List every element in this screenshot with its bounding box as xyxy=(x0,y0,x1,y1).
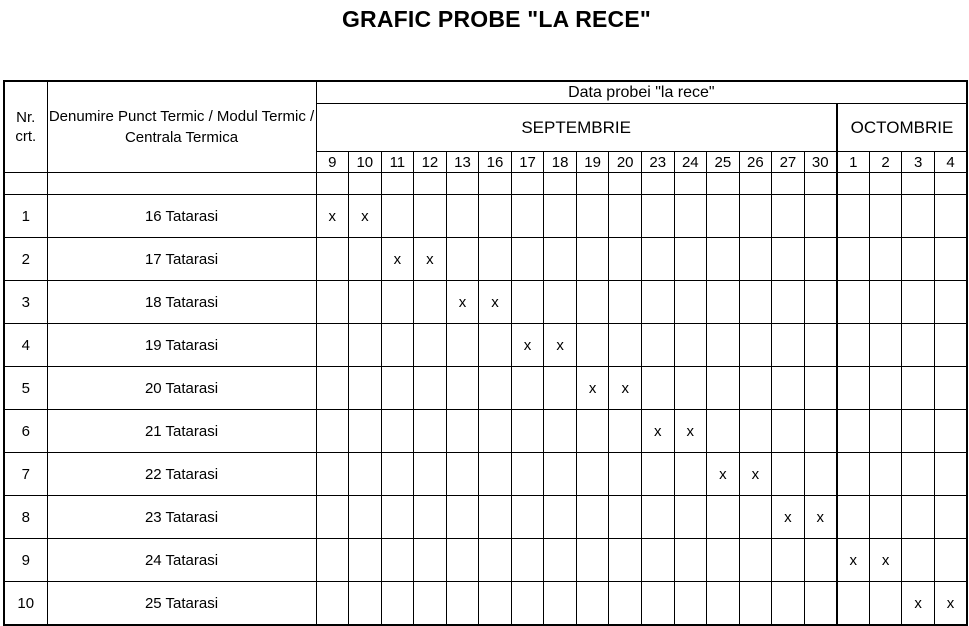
empty-cell xyxy=(349,238,382,281)
empty-cell xyxy=(511,410,544,453)
empty-cell xyxy=(707,582,740,626)
empty-cell xyxy=(804,367,837,410)
header-day: 25 xyxy=(707,152,740,173)
empty-cell xyxy=(804,281,837,324)
row-name: 21 Tatarasi xyxy=(47,410,316,453)
row-name: 22 Tatarasi xyxy=(47,453,316,496)
empty-cell xyxy=(576,539,609,582)
empty-cell xyxy=(381,582,414,626)
schedule-table xyxy=(3,80,968,626)
empty-cell xyxy=(349,582,382,626)
empty-cell xyxy=(739,195,772,238)
empty-cell xyxy=(674,281,707,324)
empty-cell xyxy=(381,496,414,539)
header-day: 2 xyxy=(869,152,902,173)
empty-cell xyxy=(381,410,414,453)
empty-cell xyxy=(902,539,935,582)
spacer-cell xyxy=(479,173,512,195)
header-day: 26 xyxy=(739,152,772,173)
header-day: 4 xyxy=(934,152,967,173)
empty-cell xyxy=(739,496,772,539)
empty-cell xyxy=(479,582,512,626)
empty-cell xyxy=(381,367,414,410)
row-nr: 4 xyxy=(4,324,47,367)
page-title: GRAFIC PROBE "LA RECE" xyxy=(341,6,652,32)
empty-cell xyxy=(641,281,674,324)
empty-cell xyxy=(934,367,967,410)
empty-cell xyxy=(511,367,544,410)
empty-cell xyxy=(381,195,414,238)
spacer-cell xyxy=(772,173,805,195)
header-day: 3 xyxy=(902,152,935,173)
row-name: 17 Tatarasi xyxy=(47,238,316,281)
empty-cell xyxy=(707,367,740,410)
empty-cell xyxy=(934,324,967,367)
empty-cell xyxy=(544,410,577,453)
header-day: 17 xyxy=(511,152,544,173)
empty-cell xyxy=(349,367,382,410)
empty-cell xyxy=(414,496,447,539)
header-day: 10 xyxy=(349,152,382,173)
empty-cell xyxy=(902,238,935,281)
mark-cell: x xyxy=(609,367,642,410)
empty-cell xyxy=(576,195,609,238)
row-nr: 1 xyxy=(4,195,47,238)
mark-cell: x xyxy=(316,195,349,238)
empty-cell xyxy=(837,582,870,626)
empty-cell xyxy=(446,410,479,453)
empty-cell xyxy=(609,582,642,626)
empty-cell xyxy=(707,410,740,453)
row-nr: 5 xyxy=(4,367,47,410)
header-day: 23 xyxy=(641,152,674,173)
mark-cell: x xyxy=(674,410,707,453)
empty-cell xyxy=(316,496,349,539)
empty-cell xyxy=(414,410,447,453)
header-day: 30 xyxy=(804,152,837,173)
empty-cell xyxy=(576,281,609,324)
empty-cell xyxy=(576,324,609,367)
empty-cell xyxy=(739,367,772,410)
spacer-cell xyxy=(804,173,837,195)
empty-cell xyxy=(641,324,674,367)
empty-cell xyxy=(869,281,902,324)
header-month: OCTOMBRIE xyxy=(837,104,967,152)
spacer-cell xyxy=(4,173,47,195)
empty-cell xyxy=(902,367,935,410)
empty-cell xyxy=(772,410,805,453)
empty-cell xyxy=(446,496,479,539)
empty-cell xyxy=(674,453,707,496)
empty-cell xyxy=(381,324,414,367)
mark-cell: x xyxy=(414,238,447,281)
empty-cell xyxy=(381,453,414,496)
empty-cell xyxy=(414,324,447,367)
empty-cell xyxy=(934,453,967,496)
empty-cell xyxy=(609,539,642,582)
empty-cell xyxy=(609,195,642,238)
mark-cell: x xyxy=(804,496,837,539)
row-nr: 7 xyxy=(4,453,47,496)
row-nr: 9 xyxy=(4,539,47,582)
empty-cell xyxy=(739,324,772,367)
empty-cell xyxy=(316,539,349,582)
empty-cell xyxy=(349,539,382,582)
spacer-cell xyxy=(934,173,967,195)
empty-cell xyxy=(804,324,837,367)
table-row xyxy=(4,238,967,281)
spacer-cell xyxy=(674,173,707,195)
empty-cell xyxy=(869,238,902,281)
empty-cell xyxy=(837,453,870,496)
mark-cell: x xyxy=(446,281,479,324)
empty-cell xyxy=(837,410,870,453)
empty-cell xyxy=(479,367,512,410)
spacer-cell xyxy=(511,173,544,195)
spacer-cell xyxy=(609,173,642,195)
header-day: 20 xyxy=(609,152,642,173)
spacer-cell xyxy=(349,173,382,195)
spacer-cell xyxy=(47,173,316,195)
empty-cell xyxy=(772,324,805,367)
empty-cell xyxy=(316,410,349,453)
spacer-cell xyxy=(739,173,772,195)
empty-cell xyxy=(609,324,642,367)
mark-cell: x xyxy=(641,410,674,453)
row-name: 19 Tatarasi xyxy=(47,324,316,367)
empty-cell xyxy=(511,582,544,626)
mark-cell: x xyxy=(739,453,772,496)
empty-cell xyxy=(772,539,805,582)
row-name: 18 Tatarasi xyxy=(47,281,316,324)
empty-cell xyxy=(641,195,674,238)
mark-cell: x xyxy=(707,453,740,496)
mark-cell: x xyxy=(576,367,609,410)
empty-cell xyxy=(511,496,544,539)
empty-cell xyxy=(479,453,512,496)
empty-cell xyxy=(674,324,707,367)
empty-cell xyxy=(837,324,870,367)
spacer-cell xyxy=(414,173,447,195)
empty-cell xyxy=(414,367,447,410)
empty-cell xyxy=(414,582,447,626)
empty-cell xyxy=(707,195,740,238)
table-row xyxy=(4,582,967,626)
empty-cell xyxy=(641,496,674,539)
empty-cell xyxy=(804,195,837,238)
empty-cell xyxy=(869,582,902,626)
row-name: 20 Tatarasi xyxy=(47,367,316,410)
empty-cell xyxy=(316,281,349,324)
empty-cell xyxy=(934,496,967,539)
empty-cell xyxy=(446,195,479,238)
empty-cell xyxy=(674,582,707,626)
spacer-cell xyxy=(544,173,577,195)
empty-cell xyxy=(511,281,544,324)
row-nr: 8 xyxy=(4,496,47,539)
mark-cell: x xyxy=(772,496,805,539)
empty-cell xyxy=(609,281,642,324)
table-row xyxy=(4,539,967,582)
empty-cell xyxy=(609,238,642,281)
empty-cell xyxy=(544,238,577,281)
header-month: SEPTEMBRIE xyxy=(316,104,837,152)
empty-cell xyxy=(641,582,674,626)
empty-cell xyxy=(544,582,577,626)
spacer-cell xyxy=(316,173,349,195)
header-day: 16 xyxy=(479,152,512,173)
mark-cell: x xyxy=(544,324,577,367)
table-row xyxy=(4,367,967,410)
empty-cell xyxy=(381,539,414,582)
empty-cell xyxy=(446,367,479,410)
header-day: 19 xyxy=(576,152,609,173)
empty-cell xyxy=(674,238,707,281)
empty-cell xyxy=(739,238,772,281)
empty-cell xyxy=(772,281,805,324)
empty-cell xyxy=(544,496,577,539)
mark-cell: x xyxy=(511,324,544,367)
spacer-cell xyxy=(446,173,479,195)
header-day: 18 xyxy=(544,152,577,173)
empty-cell xyxy=(479,539,512,582)
mark-cell: x xyxy=(934,582,967,626)
empty-cell xyxy=(837,367,870,410)
empty-cell xyxy=(609,453,642,496)
table-row xyxy=(4,281,967,324)
empty-cell xyxy=(902,453,935,496)
empty-cell xyxy=(544,539,577,582)
empty-cell xyxy=(576,582,609,626)
empty-cell xyxy=(316,367,349,410)
empty-cell xyxy=(804,410,837,453)
empty-cell xyxy=(902,324,935,367)
empty-cell xyxy=(316,453,349,496)
empty-cell xyxy=(511,453,544,496)
empty-cell xyxy=(479,195,512,238)
empty-cell xyxy=(446,324,479,367)
empty-cell xyxy=(349,453,382,496)
empty-cell xyxy=(479,324,512,367)
empty-cell xyxy=(707,281,740,324)
mark-cell: x xyxy=(381,238,414,281)
row-name: 16 Tatarasi xyxy=(47,195,316,238)
empty-cell xyxy=(869,410,902,453)
empty-cell xyxy=(772,582,805,626)
spacer-cell xyxy=(869,173,902,195)
empty-cell xyxy=(902,410,935,453)
table-row xyxy=(4,410,967,453)
empty-cell xyxy=(349,324,382,367)
empty-cell xyxy=(934,281,967,324)
empty-cell xyxy=(414,195,447,238)
empty-cell xyxy=(511,238,544,281)
row-nr: 6 xyxy=(4,410,47,453)
empty-cell xyxy=(934,238,967,281)
table-header xyxy=(4,81,967,195)
mark-cell: x xyxy=(479,281,512,324)
empty-cell xyxy=(544,453,577,496)
empty-cell xyxy=(707,238,740,281)
empty-cell xyxy=(674,539,707,582)
empty-cell xyxy=(772,367,805,410)
empty-cell xyxy=(641,367,674,410)
empty-cell xyxy=(316,582,349,626)
empty-cell xyxy=(641,539,674,582)
header-day: 1 xyxy=(837,152,870,173)
mark-cell: x xyxy=(902,582,935,626)
empty-cell xyxy=(544,195,577,238)
empty-cell xyxy=(349,410,382,453)
empty-cell xyxy=(837,238,870,281)
empty-cell xyxy=(837,281,870,324)
empty-cell xyxy=(479,238,512,281)
row-nr: 10 xyxy=(4,582,47,626)
empty-cell xyxy=(576,238,609,281)
empty-cell xyxy=(446,453,479,496)
spacer-cell xyxy=(576,173,609,195)
empty-cell xyxy=(804,539,837,582)
empty-cell xyxy=(414,539,447,582)
row-nr: 3 xyxy=(4,281,47,324)
empty-cell xyxy=(934,539,967,582)
empty-cell xyxy=(869,496,902,539)
empty-cell xyxy=(446,582,479,626)
header-day: 24 xyxy=(674,152,707,173)
header-day: 12 xyxy=(414,152,447,173)
empty-cell xyxy=(772,195,805,238)
table-row xyxy=(4,195,967,238)
empty-cell xyxy=(479,410,512,453)
header-nr: Nr. crt. xyxy=(4,81,47,173)
empty-cell xyxy=(381,281,414,324)
empty-cell xyxy=(316,324,349,367)
row-name: 25 Tatarasi xyxy=(47,582,316,626)
empty-cell xyxy=(739,410,772,453)
empty-cell xyxy=(349,281,382,324)
empty-cell xyxy=(414,281,447,324)
empty-cell xyxy=(869,367,902,410)
empty-cell xyxy=(707,496,740,539)
empty-cell xyxy=(511,539,544,582)
row-name: 23 Tatarasi xyxy=(47,496,316,539)
table-row xyxy=(4,324,967,367)
spacer-cell xyxy=(902,173,935,195)
empty-cell xyxy=(446,238,479,281)
empty-cell xyxy=(804,453,837,496)
empty-cell xyxy=(544,281,577,324)
empty-cell xyxy=(739,539,772,582)
spacer-cell xyxy=(837,173,870,195)
empty-cell xyxy=(707,539,740,582)
empty-cell xyxy=(446,539,479,582)
header-day: 11 xyxy=(381,152,414,173)
empty-cell xyxy=(576,453,609,496)
empty-cell xyxy=(316,238,349,281)
empty-cell xyxy=(641,238,674,281)
header-day: 13 xyxy=(446,152,479,173)
empty-cell xyxy=(707,324,740,367)
header-date-group: Data probei "la rece" xyxy=(316,81,967,104)
empty-cell xyxy=(576,496,609,539)
empty-cell xyxy=(934,410,967,453)
empty-cell xyxy=(414,453,447,496)
header-day: 27 xyxy=(772,152,805,173)
empty-cell xyxy=(869,195,902,238)
empty-cell xyxy=(511,195,544,238)
empty-cell xyxy=(349,496,382,539)
table-body xyxy=(4,195,967,626)
row-name: 24 Tatarasi xyxy=(47,539,316,582)
empty-cell xyxy=(837,195,870,238)
empty-cell xyxy=(804,238,837,281)
empty-cell xyxy=(674,195,707,238)
mark-cell: x xyxy=(869,539,902,582)
empty-cell xyxy=(739,281,772,324)
empty-cell xyxy=(674,496,707,539)
empty-cell xyxy=(869,324,902,367)
empty-cell xyxy=(739,582,772,626)
empty-cell xyxy=(609,410,642,453)
empty-cell xyxy=(544,367,577,410)
empty-cell xyxy=(609,496,642,539)
empty-cell xyxy=(934,195,967,238)
empty-cell xyxy=(641,453,674,496)
empty-cell xyxy=(479,496,512,539)
empty-cell xyxy=(674,367,707,410)
empty-cell xyxy=(869,453,902,496)
header-name: Denumire Punct Termic / Modul Termic / Centrala Termica xyxy=(47,81,316,173)
empty-cell xyxy=(772,238,805,281)
mark-cell: x xyxy=(349,195,382,238)
table-row xyxy=(4,496,967,539)
spacer-cell xyxy=(381,173,414,195)
empty-cell xyxy=(902,281,935,324)
spacer-cell xyxy=(707,173,740,195)
empty-cell xyxy=(576,410,609,453)
mark-cell: x xyxy=(837,539,870,582)
header-day: 9 xyxy=(316,152,349,173)
empty-cell xyxy=(772,453,805,496)
table-row xyxy=(4,453,967,496)
row-nr: 2 xyxy=(4,238,47,281)
empty-cell xyxy=(902,496,935,539)
empty-cell xyxy=(902,195,935,238)
empty-cell xyxy=(837,496,870,539)
empty-cell xyxy=(804,582,837,626)
spacer-cell xyxy=(641,173,674,195)
